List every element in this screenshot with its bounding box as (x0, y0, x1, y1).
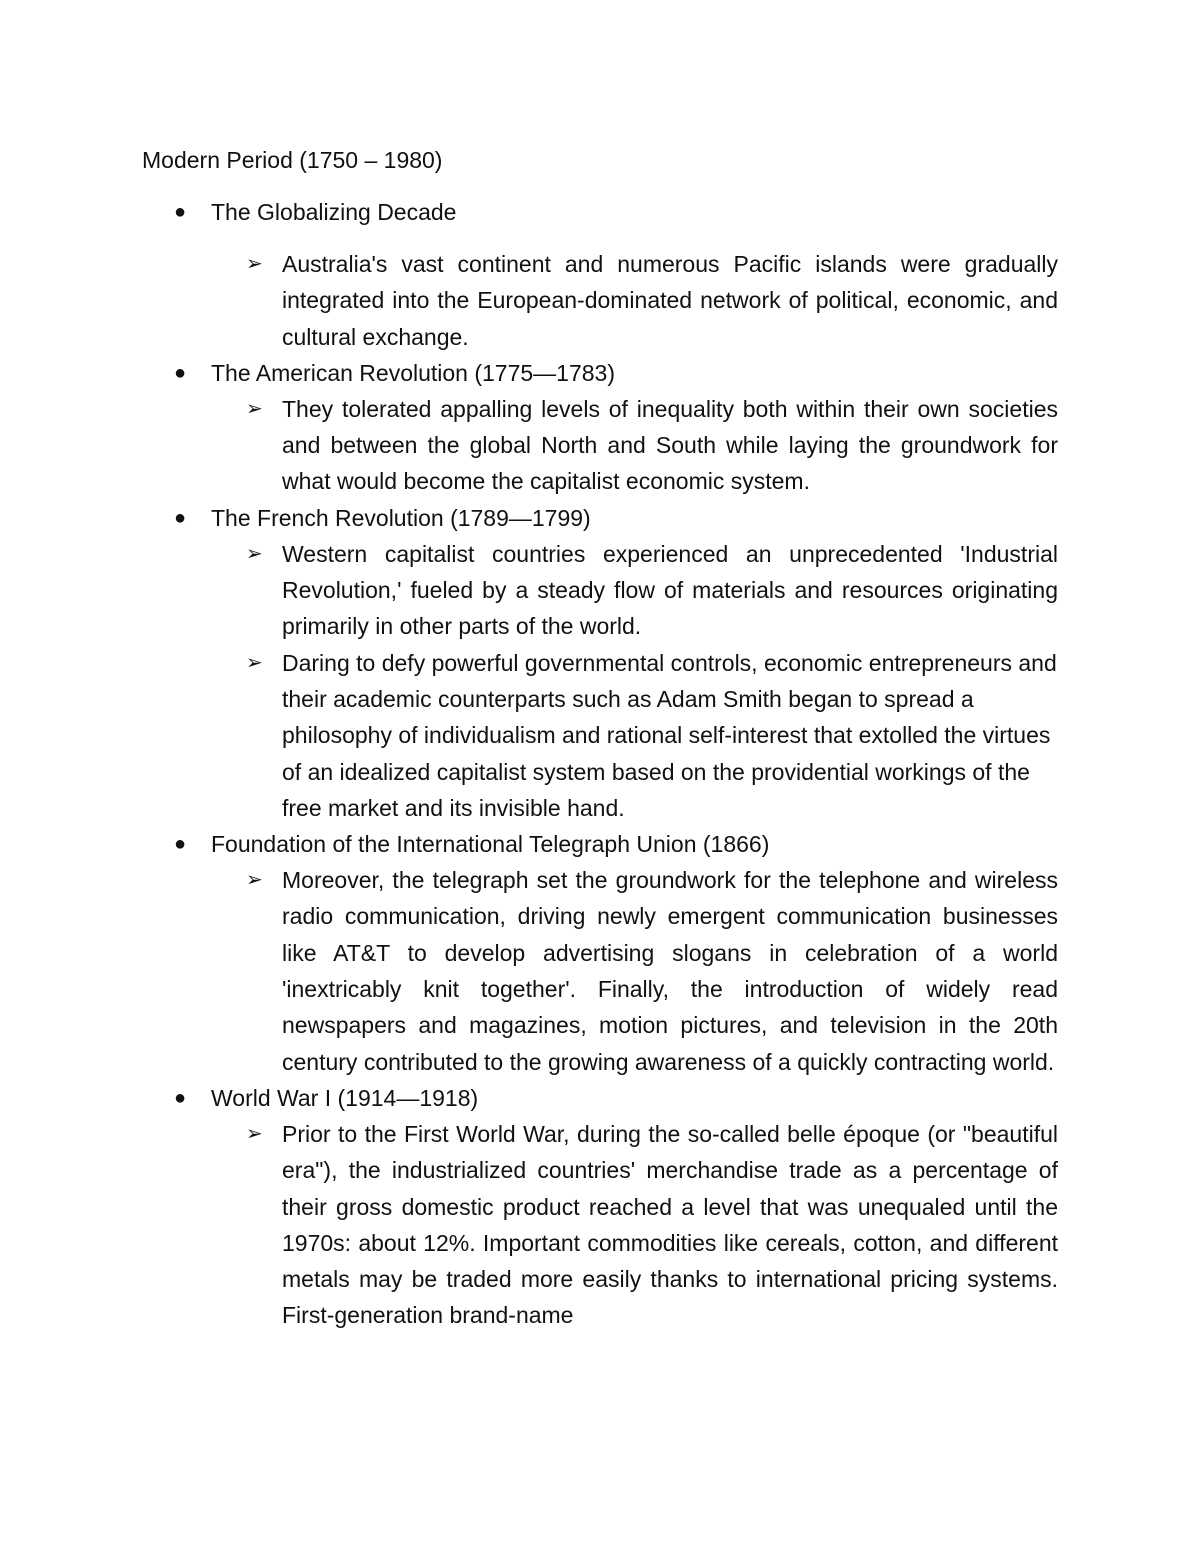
arrowhead-icon: ➢ (246, 651, 263, 674)
topic-point (0, 645, 1200, 826)
topic-heading-row (0, 1080, 1200, 1116)
topic-heading: World War I (1914—1918) (211, 1084, 479, 1111)
topic-point (0, 1116, 1200, 1334)
bullet-dot-icon: ● (173, 201, 187, 223)
topic-heading-row (0, 355, 1200, 391)
topic-points (0, 391, 1200, 500)
topic-point-text: Western capitalist countries experienced an unprecedented 'Industrial Revolution,' fueled by a steady flow of materials and resources originating primarily in other parts of the world. (282, 540, 1058, 640)
bullet-dot-icon: ● (173, 1086, 187, 1109)
topic-section (0, 194, 1200, 355)
topic-section (0, 500, 1200, 826)
topic-points (0, 246, 1200, 355)
topic-point (0, 246, 1200, 355)
topic-point (0, 536, 1200, 645)
topic-point (0, 391, 1200, 500)
topic-section (0, 355, 1200, 500)
topic-heading-row (0, 194, 1200, 230)
bullet-dot-icon: ● (173, 833, 187, 856)
topic-point-text: Prior to the First World War, during the so-called belle époque (or "beautiful era"), the industrialized countries' merchandise trade as a percentage of their gross domestic product reached a level that was unequaled until the 1970s: about 12%. Important commodities like cereals, cotton, and different metals may be traded more easily thanks to international pricing systems. First-generation brand-name (282, 1120, 1058, 1329)
topic-point-text: Australia's vast continent and numerous Pacific islands were gradually integrated into the European-dominated network of political, economic, and cultural exchange. (282, 251, 1058, 350)
topic-point (0, 862, 1200, 1080)
topic-heading-row (0, 826, 1200, 862)
arrowhead-icon: ➢ (246, 542, 263, 565)
arrowhead-icon: ➢ (246, 1122, 263, 1145)
page-title: Modern Period (1750 – 1980) (142, 147, 443, 173)
topic-heading-row (0, 500, 1200, 536)
bullet-dot-icon: ● (173, 361, 187, 384)
arrowhead-icon: ➢ (246, 397, 263, 420)
topic-point-text: Daring to defy powerful governmental controls, economic entrepreneurs and their academic counterparts such as Adam Smith began to spread a philosophy of individualism and rational self-interest that extolled the virtues of an idealized capitalist system based on the providential workings of the free market and its invisible hand. (282, 649, 1057, 821)
topic-list (0, 194, 1200, 1334)
topic-points (0, 1116, 1200, 1334)
bullet-dot-icon: ● (173, 506, 187, 529)
topic-points (0, 862, 1200, 1080)
topic-heading: The American Revolution (1775—1783) (211, 359, 616, 386)
topic-point-text: Moreover, the telegraph set the groundwork for the telephone and wireless radio communication, driving newly emergent communication businesses like AT&T to develop advertising slogans in celebration of a world 'inextricably knit together'. Finally, the introduction of widely read newspapers and magazines, motion pictures, and television in the 20th century contributed to the growing awareness of a quickly contracting world. (282, 867, 1058, 1075)
arrowhead-icon: ➢ (246, 253, 263, 275)
topic-points (0, 536, 1200, 826)
topic-heading: The French Revolution (1789—1799) (211, 504, 591, 531)
topic-heading: Foundation of the International Telegraph Union (1866) (211, 831, 770, 858)
topic-section (0, 1080, 1200, 1334)
topic-point-text: They tolerated appalling levels of inequality both within their own societies and between the global North and South while laying the groundwork for what would become the capitalist economic system. (282, 395, 1058, 495)
arrowhead-icon: ➢ (246, 869, 263, 892)
topic-section (0, 826, 1200, 1080)
topic-heading: The Globalizing Decade (211, 199, 457, 225)
